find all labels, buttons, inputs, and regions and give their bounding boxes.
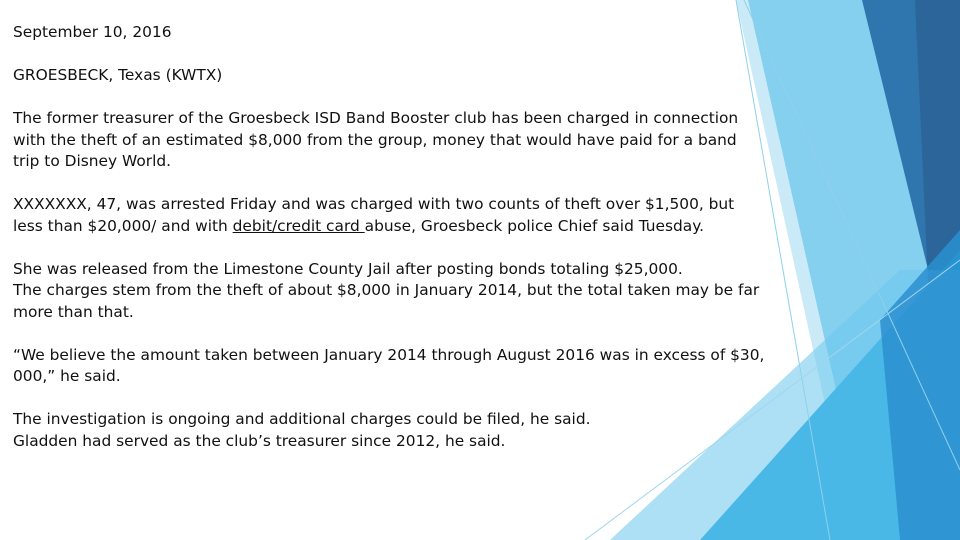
article-dateline: GROESBECK, Texas (KWTX) [13, 66, 223, 84]
paragraph-5-line-2: Gladden had served as the club’s treasurer since 2012, he said. [13, 431, 506, 450]
paragraph-3-line-2: The charges stem from the theft of about $8,000 in January 2014, but the total taken may be far more than that. [13, 281, 760, 321]
article-paragraph-3 [13, 259, 765, 324]
paragraph-5-line-1: The investigation is ongoing and additional charges could be filed, he said. [13, 410, 591, 428]
article-paragraph-5 [13, 409, 765, 452]
article-quote: “We believe the amount taken between January 2014 through August 2016 was in excess of $30, 000,” he said. [13, 345, 765, 385]
article-date: September 10, 2016 [13, 23, 172, 41]
paragraph-2-text-after: abuse, Groesbeck police Chief said Tuesday. [364, 216, 705, 235]
article-paragraph-1: The former treasurer of the Groesbeck ISD Band Booster club has been charged in connection with the theft of an estimated $8,000 from the group, money that would have paid for a band trip to Disney World. [13, 109, 739, 170]
paragraph-3-line-1: She was released from the Limestone County Jail after posting bonds totaling $25,000. [13, 259, 683, 278]
article-paragraph-2 [13, 194, 765, 237]
debit-credit-card-link[interactable]: debit/credit card [232, 216, 365, 235]
article-body [13, 22, 765, 474]
paragraph-2-text-before: XXXXXXX, 47, was arrested Friday and was charged with two counts of theft over $1,500, but less than $20,000/ and with [13, 195, 735, 235]
